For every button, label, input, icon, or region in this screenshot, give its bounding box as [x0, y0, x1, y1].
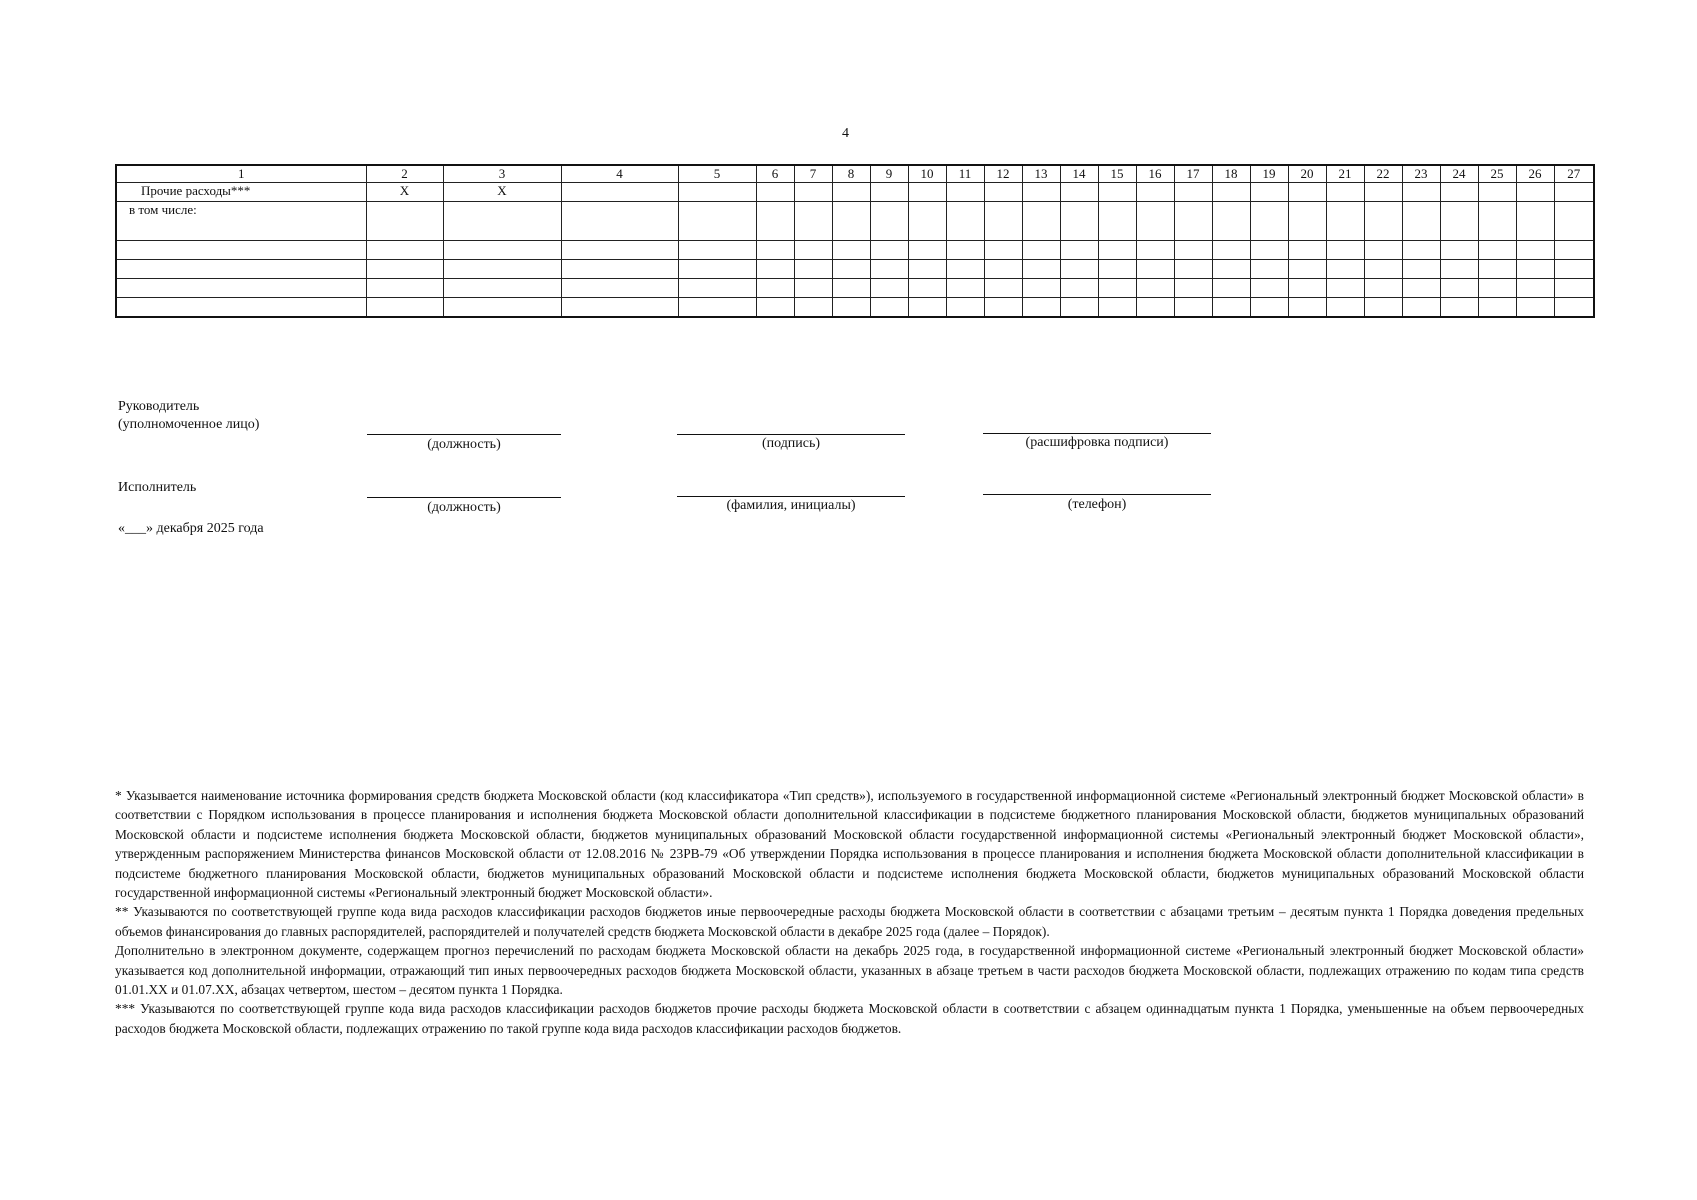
table-cell [1402, 183, 1440, 202]
table-cell [1326, 202, 1364, 241]
table-header-row [116, 165, 1594, 183]
table-cell [1364, 241, 1402, 260]
head-label-line2: (уполномоченное лицо) [118, 417, 260, 432]
table-cell [1440, 241, 1478, 260]
table-cell [1288, 279, 1326, 298]
table-cell [908, 241, 946, 260]
table-cell [1516, 202, 1554, 241]
date-line: «___» декабря 2025 года [118, 521, 264, 536]
table-header-cell: 11 [946, 165, 984, 183]
table-cell [1136, 298, 1174, 318]
table-header-cell: 25 [1478, 165, 1516, 183]
table-header-cell: 13 [1022, 165, 1060, 183]
table-cell [1326, 279, 1364, 298]
table-cell [443, 241, 561, 260]
table-header-cell: 12 [984, 165, 1022, 183]
table-cell [1212, 260, 1250, 279]
footnote-2-addition: Дополнительно в электронном документе, содержащем прогноз перечислений по расходам бюджета Московской области на декабрь 2025 года, в государственной информационной системе «Региональный электронный бюджет Московской области» указывается код дополнительной информации, отражающий тип иных первоочередных расходов бюджета Московской области, указанных в абзаце третьем в части расходов бюджета Московской области, подлежащих отражению по кодам типа средств 01.01.ХХ и 01.07.ХХ, абзацах четвертом, шестом – десятом пункта 1 Порядка. [115, 943, 1584, 998]
table-cell [870, 260, 908, 279]
head-label [118, 398, 259, 434]
head-signature-line[interactable] [677, 434, 905, 435]
table-cell [1060, 260, 1098, 279]
table-cell [561, 183, 678, 202]
table-cell [1060, 183, 1098, 202]
head-decoding-line[interactable] [983, 433, 1211, 434]
table-cell [984, 298, 1022, 318]
table-cell [1326, 183, 1364, 202]
table-cell [756, 202, 794, 241]
table-cell [1288, 241, 1326, 260]
table-cell [443, 298, 561, 318]
table-cell [1136, 241, 1174, 260]
table-cell [1288, 298, 1326, 318]
table-cell [984, 183, 1022, 202]
table-cell [1478, 298, 1516, 318]
table-cell [1440, 183, 1478, 202]
table-cell [984, 260, 1022, 279]
table-cell [1326, 260, 1364, 279]
table-cell [116, 279, 366, 298]
executor-caption-phone: (телефон) [1067, 497, 1127, 512]
table-cell [1022, 183, 1060, 202]
table-cell [678, 241, 756, 260]
table-header-cell: 22 [1364, 165, 1402, 183]
table-cell [1440, 298, 1478, 318]
table-cell [678, 279, 756, 298]
table-header-cell: 4 [561, 165, 678, 183]
table-header-cell: 20 [1288, 165, 1326, 183]
table-cell [984, 279, 1022, 298]
table-cell [1326, 298, 1364, 318]
table-cell [1440, 279, 1478, 298]
footnote-1: * Указывается наименование источника формирования средств бюджета Московской области (код классификатора «Тип средств»), используемого в государственной информационной системе «Региональный электронный бюджет Московской области» в соответствии с Порядком использования в процессе планирования и исполнения бюджета Московской области дополнительной классификации в подсистеме бюджетного планирования Московской области, бюджетов муниципальных образований Московской области и подсистеме исполнения бюджета Московской области, бюджетов муниципальных образований Московской области государственной информационной системы «Региональный электронный бюджет Московской области», утвержденным распоряжением Министерства финансов Московской области от 12.08.2016 № 23РВ-79 «Об утверждении Порядка использования в процессе планирования и исполнения бюджета Московской области дополнительной классификации в подсистеме бюджетного планирования Московской области, бюджетов муниципальных образований Московской области и подсистеме исполнения бюджета Московской области, бюджетов муниципальных образований Московской области государственной информационной системы «Региональный электронный бюджет Московской области». [115, 788, 1584, 901]
table-cell [1554, 241, 1594, 260]
table-cell [832, 260, 870, 279]
table-cell [1250, 279, 1288, 298]
table-cell [1250, 260, 1288, 279]
table-header-cell: 21 [1326, 165, 1364, 183]
page-number: 4 [842, 126, 849, 141]
table-cell [366, 241, 443, 260]
table-cell [1098, 241, 1136, 260]
table-header-cell: 1 [116, 165, 366, 183]
table-header-cell: 10 [908, 165, 946, 183]
table-cell [1136, 279, 1174, 298]
table-cell [946, 298, 984, 318]
table-cell [946, 183, 984, 202]
table-cell [908, 260, 946, 279]
table-cell [1098, 202, 1136, 241]
table-cell [443, 279, 561, 298]
table-cell [561, 260, 678, 279]
table-cell [1212, 241, 1250, 260]
table-cell [794, 241, 832, 260]
table-cell [1364, 298, 1402, 318]
table-cell [1554, 183, 1594, 202]
table-cell [756, 260, 794, 279]
executor-caption-name: (фамилия, инициалы) [726, 498, 856, 513]
table-cell [1288, 260, 1326, 279]
table-cell [794, 260, 832, 279]
table-header-cell: 2 [366, 165, 443, 183]
table-cell [946, 260, 984, 279]
table-cell [1402, 241, 1440, 260]
table-cell [1250, 183, 1288, 202]
table-cell [1478, 279, 1516, 298]
cell-mark-col3: Х [443, 183, 561, 202]
table-row-empty [116, 279, 1594, 298]
table-cell [1022, 298, 1060, 318]
table-cell [832, 279, 870, 298]
table-cell [1136, 202, 1174, 241]
table-cell [1174, 260, 1212, 279]
table-header-cell: 16 [1136, 165, 1174, 183]
table-cell [366, 298, 443, 318]
footnote-3: *** Указываются по соответствующей группе кода вида расходов классификации расходов бюджетов прочие расходы бюджета Московской области в соответствии с абзацем одиннадцатым пункта 1 Порядка, уменьшенные на объем первоочередных расходов бюджета Московской области, подлежащих отражению по такой группе кода вида расходов классификации расходов бюджетов. [115, 1001, 1584, 1036]
head-caption-signature: (подпись) [761, 436, 821, 451]
table-cell [832, 298, 870, 318]
table-cell [1212, 202, 1250, 241]
table-cell [1364, 260, 1402, 279]
table-cell [1098, 298, 1136, 318]
table-cell [1478, 241, 1516, 260]
executor-position-line[interactable] [367, 497, 561, 498]
table-cell [1554, 202, 1594, 241]
table-cell [832, 241, 870, 260]
table-cell [1250, 298, 1288, 318]
table-cell [1174, 241, 1212, 260]
table-cell [1174, 183, 1212, 202]
table-cell [1060, 298, 1098, 318]
table-cell [1174, 202, 1212, 241]
table-cell [984, 241, 1022, 260]
table-cell [908, 279, 946, 298]
table-header-cell: 27 [1554, 165, 1594, 183]
table-cell [1554, 298, 1594, 318]
table-cell [1022, 260, 1060, 279]
table-cell [1440, 202, 1478, 241]
table-cell [756, 183, 794, 202]
footnote-2: ** Указываются по соответствующей группе кода вида расходов классификации расходов бюджетов иные первоочередные расходы бюджета Московской области в соответствии с абзацами третьим – десятым пункта 1 Порядка доведения предельных объемов финансирования до главных распорядителей, распорядителей и получателей средств бюджета Московской области в декабре 2025 года (далее – Порядок). [115, 904, 1584, 939]
table-cell [678, 298, 756, 318]
table-cell [756, 298, 794, 318]
table-header-cell: 15 [1098, 165, 1136, 183]
table-cell [1554, 260, 1594, 279]
table-cell [870, 241, 908, 260]
table-cell [870, 202, 908, 241]
cell-mark-col2: Х [366, 183, 443, 202]
table-cell [116, 298, 366, 318]
table-header-cell: 7 [794, 165, 832, 183]
table-cell [794, 298, 832, 318]
table-row-empty [116, 298, 1594, 318]
table-cell [1250, 202, 1288, 241]
table-cell [561, 279, 678, 298]
executor-phone-line[interactable] [983, 494, 1211, 495]
table-cell [1516, 241, 1554, 260]
table-cell [946, 202, 984, 241]
table-cell [366, 260, 443, 279]
cell-label-other-expenses: Прочие расходы*** [116, 183, 366, 202]
table-cell [561, 241, 678, 260]
table-cell [794, 202, 832, 241]
table-cell [1402, 202, 1440, 241]
table-header-cell: 19 [1250, 165, 1288, 183]
table-cell [443, 202, 561, 241]
executor-name-line[interactable] [677, 496, 905, 497]
table-row-empty [116, 260, 1594, 279]
table-cell [1022, 279, 1060, 298]
table-cell [1402, 298, 1440, 318]
table-cell [1098, 279, 1136, 298]
table-cell [116, 260, 366, 279]
table-header-cell: 8 [832, 165, 870, 183]
table-header-cell: 17 [1174, 165, 1212, 183]
table-cell [678, 260, 756, 279]
table-cell [1060, 202, 1098, 241]
table-row-including [116, 202, 1594, 241]
table-cell [908, 298, 946, 318]
table-header-cell: 3 [443, 165, 561, 183]
table-cell [946, 279, 984, 298]
table-cell [1402, 260, 1440, 279]
table-header-cell: 9 [870, 165, 908, 183]
table-cell [794, 183, 832, 202]
head-label-line1: Руководитель [118, 399, 200, 414]
forecast-table [115, 164, 1595, 318]
table-cell [1440, 260, 1478, 279]
table-cell [984, 202, 1022, 241]
table-cell [1516, 183, 1554, 202]
table-cell [946, 241, 984, 260]
cell-label-including: в том числе: [116, 202, 366, 241]
table-cell [794, 279, 832, 298]
table-cell [366, 202, 443, 241]
table-cell [756, 279, 794, 298]
table-cell [1478, 183, 1516, 202]
table-cell [908, 183, 946, 202]
table-cell [1212, 298, 1250, 318]
table-cell [443, 260, 561, 279]
table-row-empty [116, 241, 1594, 260]
table-cell [832, 183, 870, 202]
table-cell [1136, 260, 1174, 279]
table-cell [870, 298, 908, 318]
table-cell [1174, 298, 1212, 318]
table-cell [366, 279, 443, 298]
table-cell [1364, 202, 1402, 241]
table-cell [1402, 279, 1440, 298]
table-cell [870, 279, 908, 298]
table-cell [561, 298, 678, 318]
table-cell [1250, 241, 1288, 260]
table-cell [1022, 241, 1060, 260]
table-header-cell: 18 [1212, 165, 1250, 183]
executor-label: Исполнитель [118, 480, 197, 495]
table-cell [870, 183, 908, 202]
table-cell [561, 202, 678, 241]
table-cell [832, 202, 870, 241]
table-header-cell: 14 [1060, 165, 1098, 183]
table-cell [1098, 260, 1136, 279]
table-cell [908, 202, 946, 241]
table-cell [678, 202, 756, 241]
table-header-cell: 6 [756, 165, 794, 183]
table-cell [1364, 183, 1402, 202]
table-header-cell: 23 [1402, 165, 1440, 183]
executor-caption-position: (должность) [427, 500, 501, 515]
table-cell [1022, 202, 1060, 241]
table-header-cell: 5 [678, 165, 756, 183]
table-cell [1516, 279, 1554, 298]
table-cell [1288, 202, 1326, 241]
table-cell [756, 241, 794, 260]
table-cell [1478, 260, 1516, 279]
table-cell [1516, 298, 1554, 318]
table-cell [1212, 183, 1250, 202]
table-cell [1326, 241, 1364, 260]
table-cell [1060, 279, 1098, 298]
table-cell [1516, 260, 1554, 279]
table-cell [1212, 279, 1250, 298]
table-cell [1288, 183, 1326, 202]
table-cell [1478, 202, 1516, 241]
table-header-cell: 26 [1516, 165, 1554, 183]
table-cell [116, 241, 366, 260]
table-cell [1136, 183, 1174, 202]
head-caption-position: (должность) [427, 437, 501, 452]
footnotes [115, 786, 1584, 1038]
table-cell [1364, 279, 1402, 298]
head-position-line[interactable] [367, 434, 561, 435]
table-row-other-expenses [116, 183, 1594, 202]
table-cell [1174, 279, 1212, 298]
table-cell [678, 183, 756, 202]
head-caption-decoding: (расшифровка подписи) [1025, 435, 1169, 450]
table-cell [1098, 183, 1136, 202]
table-cell [1060, 241, 1098, 260]
table-header-cell: 24 [1440, 165, 1478, 183]
table-cell [1554, 279, 1594, 298]
